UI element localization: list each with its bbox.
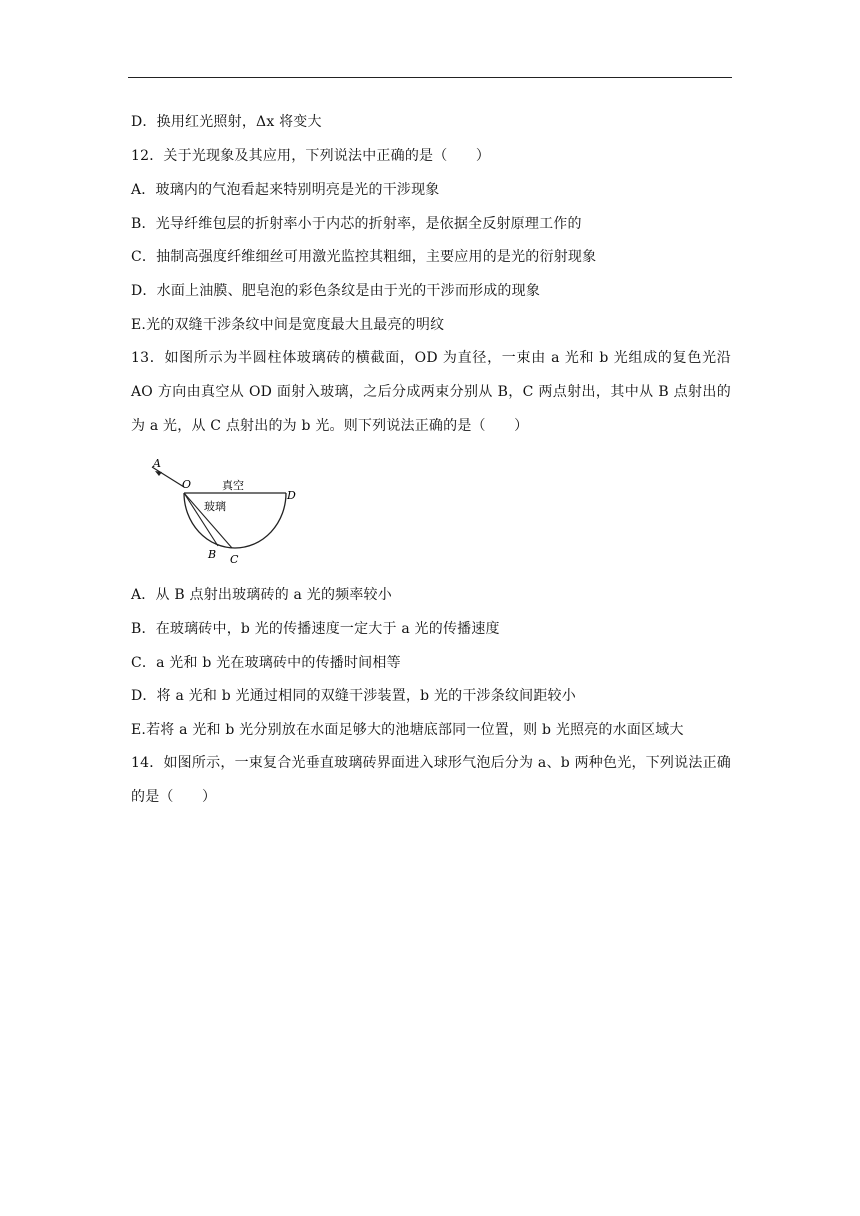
q12-option-b: B．光导纤维包层的折射率小于内芯的折射率，是依据全反射原理工作的 bbox=[131, 216, 582, 232]
q13-figure bbox=[140, 455, 310, 575]
q13-stem: 13．如图所示为半圆柱体玻璃砖的横截面，OD 为直径，一束由 a 光和 b 光组成的复色光沿 AO 方向由真空从 OD 面射入玻璃，之后分成两束分别从 B，C 两点射出，其中从 B 点射出的为 a 光，从 C 点射出的为 b 光。则下列说法正确的是（ ） bbox=[131, 350, 731, 434]
header-rule bbox=[128, 77, 732, 78]
q12-option-d: D．水面上油膜、肥皂泡的彩色条纹是由于光的干涉而形成的现象 bbox=[131, 283, 541, 299]
q13-option-e: E.若将 a 光和 b 光分别放在水面足够大的池塘底部同一位置，则 b 光照亮的水面区域大 bbox=[131, 722, 684, 738]
q11-option-d: D．换用红光照射，Δx 将变大 bbox=[131, 114, 322, 130]
q12-option-a: A．玻璃内的气泡看起来特别明亮是光的干涉现象 bbox=[131, 182, 440, 198]
q13-option-c: C．a 光和 b 光在玻璃砖中的传播时间相等 bbox=[131, 655, 401, 671]
q13-option-b: B．在玻璃砖中，b 光的传播速度一定大于 a 光的传播速度 bbox=[131, 621, 500, 637]
label-b: B bbox=[208, 548, 217, 561]
incident-ray bbox=[152, 467, 184, 487]
label-vacuum: 真空 bbox=[222, 479, 244, 492]
q13-option-d: D．将 a 光和 b 光通过相同的双缝干涉装置，b 光的干涉条纹间距较小 bbox=[131, 688, 576, 704]
q13-option-a: A．从 B 点射出玻璃砖的 a 光的频率较小 bbox=[131, 587, 392, 603]
q12-option-e: E.光的双缝干涉条纹中间是宽度最大且最亮的明纹 bbox=[131, 317, 445, 333]
q14-stem: 14．如图所示，一束复合光垂直玻璃砖界面进入球形气泡后分为 a、b 两种色光，下列说法正确的是（ ） bbox=[131, 755, 731, 805]
label-d: D bbox=[287, 489, 296, 502]
label-a: A bbox=[153, 457, 161, 470]
q12-option-c: C．抽制高强度纤维细丝可用激光监控其粗细，主要应用的是光的衍射现象 bbox=[131, 249, 597, 265]
label-o: O bbox=[182, 478, 192, 491]
ray-arrow-icon bbox=[155, 471, 162, 476]
label-c: C bbox=[230, 553, 239, 566]
semicircle-glass bbox=[184, 493, 286, 548]
q12-stem: 12．关于光现象及其应用，下列说法中正确的是（ ） bbox=[131, 148, 491, 164]
label-glass: 玻璃 bbox=[204, 500, 226, 513]
